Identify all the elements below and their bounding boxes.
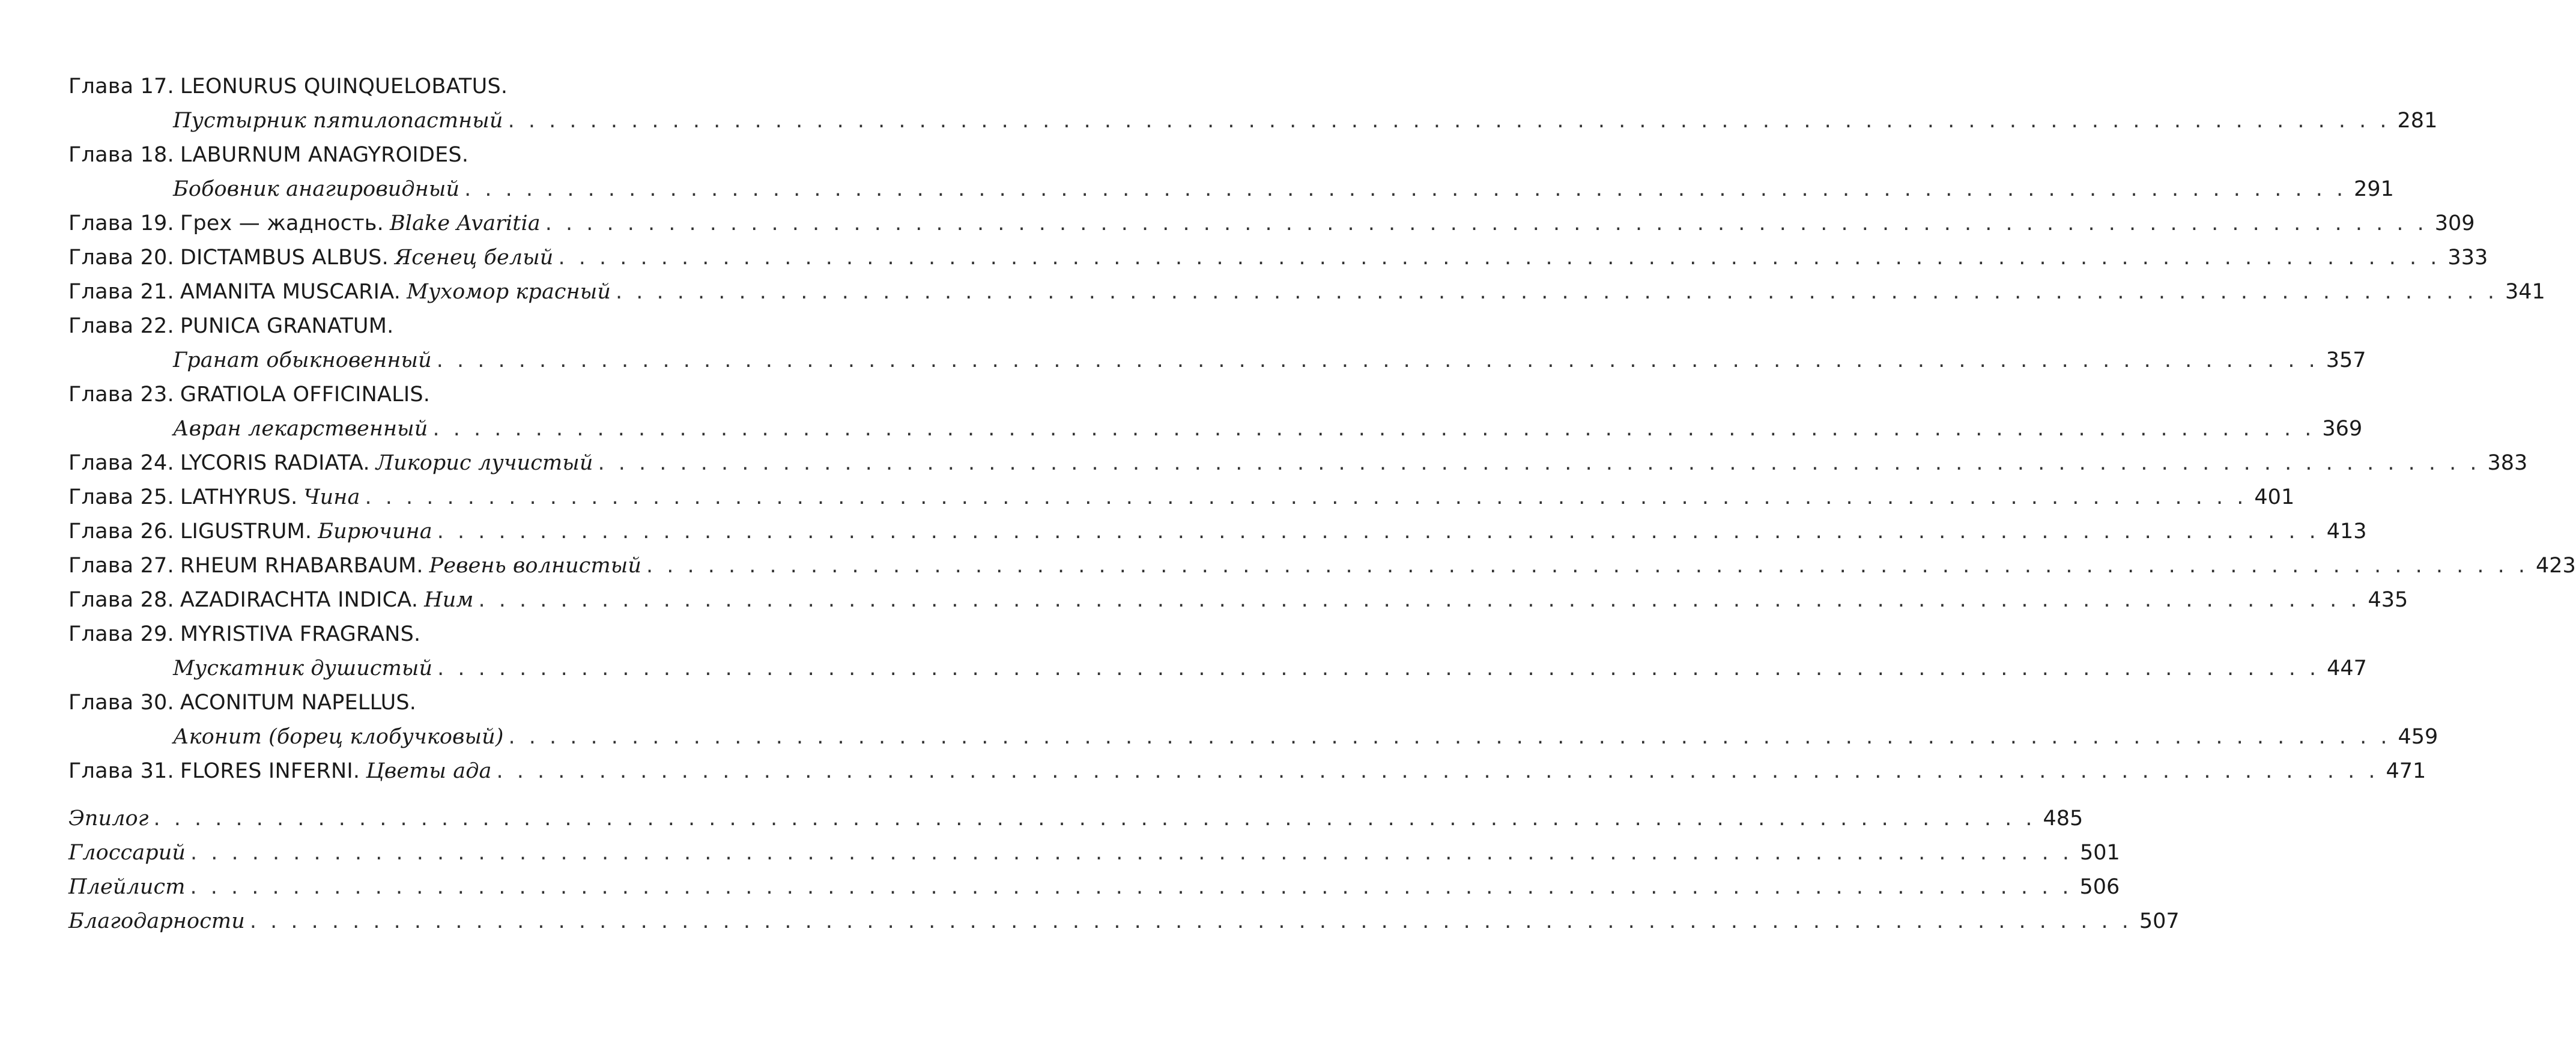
toc-entry [68, 309, 2366, 378]
chapter-latin-title: AZADIRACHTA INDICA. [180, 588, 419, 612]
back-matter-title: Эпилог [68, 807, 149, 831]
toc-line [68, 378, 708, 412]
toc-line-continued [68, 652, 2367, 686]
page-number: 507 [2139, 909, 2180, 933]
toc-line-continued [68, 344, 2366, 378]
toc-entry [68, 446, 2528, 480]
back-matter-title: Глоссарий [68, 841, 186, 865]
toc-entry [68, 138, 2394, 207]
chapter-latin-title: PUNICA GRANATUM. [180, 314, 394, 338]
chapter-latin-title: LEONURUS QUINQUELOBATUS. [180, 74, 508, 98]
page-number: 309 [2434, 211, 2475, 235]
toc-line-continued [68, 172, 2394, 207]
toc-entry [68, 515, 2367, 549]
chapter-russian-title: Авран лекарственный [173, 417, 428, 441]
chapter-number: Глава 30. [68, 691, 174, 715]
toc-line [68, 549, 2576, 583]
chapter-number: Глава 22. [68, 314, 174, 338]
chapter-latin-title: GRATIOLA OFFICINALIS. [180, 383, 431, 407]
toc-line-continued [68, 412, 2363, 446]
page-number: 447 [2327, 656, 2367, 680]
chapter-russian-title: Ликорис лучистый [375, 451, 593, 475]
toc-line [68, 480, 2295, 515]
chapter-number: Глава 29. [68, 622, 174, 646]
chapter-russian-title: Чина [303, 485, 360, 509]
dot-leader: . . . . . . . . . . . . . . . . . . . . . . . . . . . . . . . . . . . . . . . . . . . . . . . . . . . . . . . . . . . . . . . . . . . . . . . . . . . . . . . . . . . . . . . . . . . . [558, 246, 2441, 270]
toc-line [68, 309, 708, 344]
toc-line [68, 686, 708, 720]
back-matter-title: Плейлист [68, 875, 186, 899]
toc-line [68, 275, 2545, 309]
back-matter-title: Благодарности [68, 909, 245, 933]
back-matter-entry [68, 836, 2120, 870]
chapter-latin-title: FLORES INFERNI. [180, 759, 360, 783]
chapter-number: Глава 26. [68, 519, 174, 544]
dot-leader: . . . . . . . . . . . . . . . . . . . . . . . . . . . . . . . . . . . . . . . . . . . . . . . . . . . . . . . . . . . . . . . . . . . . . . . . . . . . . . . . . . . . . . . . . . . . [478, 588, 2361, 612]
chapter-russian-title: Ясенец белый [394, 246, 554, 270]
chapter-latin-title: LIGUSTRUM. [180, 519, 312, 544]
back-matter-list [68, 802, 2180, 939]
chapter-russian-title: Бобовник анагировидный [173, 177, 460, 201]
chapter-russian-title: Ревень волнистый [429, 554, 642, 578]
chapter-number: Глава 19. [68, 211, 174, 235]
page-number: 357 [2326, 348, 2366, 372]
toc-line [68, 617, 708, 652]
toc-line [68, 583, 2408, 617]
page-number: 291 [2354, 177, 2394, 201]
dot-leader: . . . . . . . . . . . . . . . . . . . . . . . . . . . . . . . . . . . . . . . . . . . . . . . . . . . . . . . . . . . . . . . . . . . . . . . . . . . . . . . . . . . . . . . . . . . . [432, 417, 2315, 441]
chapter-russian-title: Бирючина [318, 519, 432, 544]
chapter-latin-title: Грех — жадность. [180, 211, 384, 235]
chapter-latin-title: DICTAMBUS ALBUS. [180, 246, 389, 270]
dot-leader: . . . . . . . . . . . . . . . . . . . . . . . . . . . . . . . . . . . . . . . . . . . . . . . . . . . . . . . . . . . . . . . . . . . . . . . . . . . . . . . . . . . . . . . . . . . . [496, 759, 2379, 783]
chapter-number: Глава 23. [68, 383, 174, 407]
toc-entry [68, 480, 2295, 515]
toc-line [68, 70, 708, 104]
chapter-number: Глава 28. [68, 588, 174, 612]
chapter-latin-title: RHEUM RHABARBAUM. [180, 554, 423, 578]
dot-leader: . . . . . . . . . . . . . . . . . . . . . . . . . . . . . . . . . . . . . . . . . . . . . . . . . . . . . . . . . . . . . . . . . . . . . . . . . . . . . . . . . . . . . . . . . . . . [365, 485, 2247, 509]
chapter-number: Глава 25. [68, 485, 174, 509]
toc-entry [68, 70, 2438, 138]
page-number: 501 [2079, 841, 2120, 865]
chapter-number: Глава 17. [68, 74, 174, 98]
page-number: 423 [2535, 554, 2576, 578]
chapter-latin-title: LABURNUM ANAGYROIDES. [180, 143, 469, 167]
toc-line [68, 207, 2475, 241]
toc-entry [68, 754, 2426, 789]
chapter-number: Глава 27. [68, 554, 174, 578]
chapter-russian-title: Мускатник душистый [173, 656, 433, 680]
dot-leader: . . . . . . . . . . . . . . . . . . . . . . . . . . . . . . . . . . . . . . . . . . . . . . . . . . . . . . . . . . . . . . . . . . . . . . . . . . . . . . . . . . . . . . . . . . . . [190, 875, 2073, 899]
toc-entry [68, 378, 2363, 446]
dot-leader: . . . . . . . . . . . . . . . . . . . . . . . . . . . . . . . . . . . . . . . . . . . . . . . . . . . . . . . . . . . . . . . . . . . . . . . . . . . . . . . . . . . . . . . . . . . . [646, 554, 2529, 578]
page-number: 341 [2505, 280, 2545, 304]
page-number: 485 [2043, 807, 2084, 831]
chapter-russian-title: Гранат обыкновенный [173, 348, 432, 372]
page-number: 383 [2487, 451, 2528, 475]
page-number: 459 [2398, 725, 2438, 749]
chapter-number: Глава 18. [68, 143, 174, 167]
page-number: 401 [2254, 485, 2295, 509]
chapter-latin-title: LATHYRUS. [180, 485, 298, 509]
toc-entry [68, 241, 2488, 275]
page-number: 333 [2447, 246, 2488, 270]
dot-leader: . . . . . . . . . . . . . . . . . . . . . . . . . . . . . . . . . . . . . . . . . . . . . . . . . . . . . . . . . . . . . . . . . . . . . . . . . . . . . . . . . . . . . . . . . . . . [508, 109, 2390, 133]
toc-entry [68, 617, 2367, 686]
toc-line [68, 241, 2488, 275]
back-matter-entry [68, 870, 2120, 904]
dot-leader: . . . . . . . . . . . . . . . . . . . . . . . . . . . . . . . . . . . . . . . . . . . . . . . . . . . . . . . . . . . . . . . . . . . . . . . . . . . . . . . . . . . . . . . . . . . . [545, 211, 2428, 235]
chapter-number: Глава 21. [68, 280, 174, 304]
chapter-russian-title: Аконит (борец клобучковый) [173, 725, 504, 749]
chapter-number: Глава 24. [68, 451, 174, 475]
back-matter-entry [68, 904, 2180, 939]
dot-leader: . . . . . . . . . . . . . . . . . . . . . . . . . . . . . . . . . . . . . . . . . . . . . . . . . . . . . . . . . . . . . . . . . . . . . . . . . . . . . . . . . . . . . . . . . . . . [249, 909, 2132, 933]
toc-line [68, 446, 2528, 480]
page-number: 471 [2386, 759, 2426, 783]
chapter-russian-title: Ним [424, 588, 474, 612]
toc-line [68, 138, 708, 172]
chapter-list [68, 70, 2576, 789]
toc-entry [68, 583, 2408, 617]
dot-leader: . . . . . . . . . . . . . . . . . . . . . . . . . . . . . . . . . . . . . . . . . . . . . . . . . . . . . . . . . . . . . . . . . . . . . . . . . . . . . . . . . . . . . . . . . . . . [437, 656, 2320, 680]
dot-leader: . . . . . . . . . . . . . . . . . . . . . . . . . . . . . . . . . . . . . . . . . . . . . . . . . . . . . . . . . . . . . . . . . . . . . . . . . . . . . . . . . . . . . . . . . . . . [616, 280, 2498, 304]
chapter-russian-title: Цветы ада [366, 759, 492, 783]
toc-entry [68, 207, 2475, 241]
chapter-russian-title: Blake Avaritia [389, 211, 541, 235]
chapter-number: Глава 31. [68, 759, 174, 783]
dot-leader: . . . . . . . . . . . . . . . . . . . . . . . . . . . . . . . . . . . . . . . . . . . . . . . . . . . . . . . . . . . . . . . . . . . . . . . . . . . . . . . . . . . . . . . . . . . . [437, 519, 2320, 544]
toc-line [68, 515, 2367, 549]
dot-leader: . . . . . . . . . . . . . . . . . . . . . . . . . . . . . . . . . . . . . . . . . . . . . . . . . . . . . . . . . . . . . . . . . . . . . . . . . . . . . . . . . . . . . . . . . . . . [464, 177, 2347, 201]
toc-entry [68, 686, 2438, 754]
toc-line [68, 754, 2426, 789]
chapter-number: Глава 20. [68, 246, 174, 270]
page-number: 506 [2079, 875, 2120, 899]
section-gap [68, 789, 708, 802]
chapter-latin-title: AMANITA MUSCARIA. [180, 280, 401, 304]
page-number: 369 [2322, 417, 2363, 441]
dot-leader: . . . . . . . . . . . . . . . . . . . . . . . . . . . . . . . . . . . . . . . . . . . . . . . . . . . . . . . . . . . . . . . . . . . . . . . . . . . . . . . . . . . . . . . . . . . . [598, 451, 2481, 475]
table-of-contents [68, 70, 2576, 939]
dot-leader: . . . . . . . . . . . . . . . . . . . . . . . . . . . . . . . . . . . . . . . . . . . . . . . . . . . . . . . . . . . . . . . . . . . . . . . . . . . . . . . . . . . . . . . . . . . . [190, 841, 2073, 865]
chapter-russian-title: Пустырник пятилопастный [173, 109, 503, 133]
toc-entry [68, 275, 2545, 309]
page-number: 281 [2397, 109, 2438, 133]
dot-leader: . . . . . . . . . . . . . . . . . . . . . . . . . . . . . . . . . . . . . . . . . . . . . . . . . . . . . . . . . . . . . . . . . . . . . . . . . . . . . . . . . . . . . . . . . . . . [153, 807, 2036, 831]
chapter-latin-title: LYCORIS RADIATA. [180, 451, 370, 475]
back-matter-entry [68, 802, 2084, 836]
dot-leader: . . . . . . . . . . . . . . . . . . . . . . . . . . . . . . . . . . . . . . . . . . . . . . . . . . . . . . . . . . . . . . . . . . . . . . . . . . . . . . . . . . . . . . . . . . . . [508, 725, 2391, 749]
chapter-russian-title: Мухомор красный [407, 280, 611, 304]
toc-line-continued [68, 104, 2438, 138]
chapter-latin-title: ACONITUM NAPELLUS. [180, 691, 417, 715]
page-number: 435 [2368, 588, 2408, 612]
page-number: 413 [2326, 519, 2367, 544]
dot-leader: . . . . . . . . . . . . . . . . . . . . . . . . . . . . . . . . . . . . . . . . . . . . . . . . . . . . . . . . . . . . . . . . . . . . . . . . . . . . . . . . . . . . . . . . . . . . [436, 348, 2319, 372]
toc-entry [68, 549, 2576, 583]
chapter-latin-title: MYRISTIVA FRAGRANS. [180, 622, 421, 646]
toc-line-continued [68, 720, 2438, 754]
